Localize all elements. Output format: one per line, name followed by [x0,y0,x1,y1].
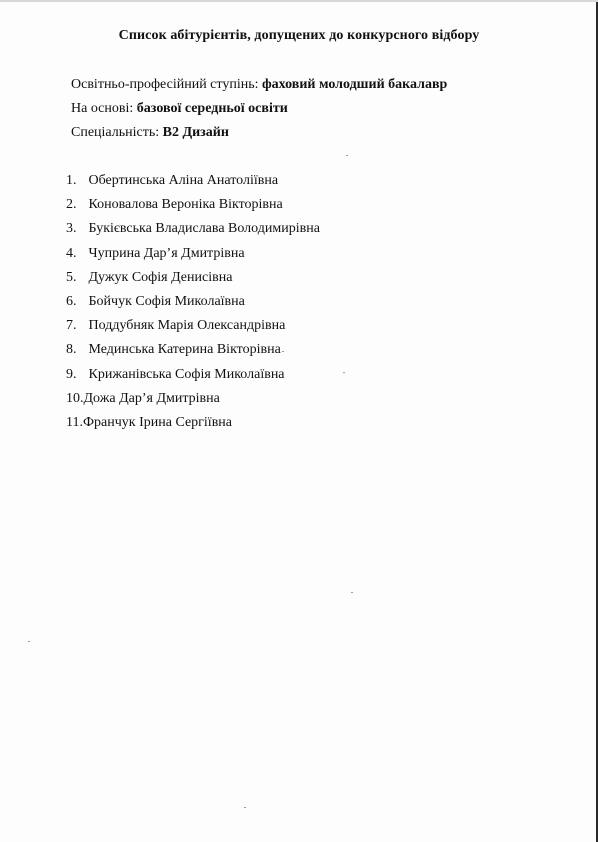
degree-line [71,77,447,93]
document-title: Список абітурієнтів, допущених до конкурсного відбору [118,28,480,43]
list-item-name: Бойчук Софія Миколаївна [88,293,245,309]
scan-speck [346,155,348,156]
list-item [66,197,320,221]
list-item-name: Обертинська Аліна Анатоліївна [88,173,279,188]
scan-speck [244,807,246,808]
scan-speck [351,592,353,593]
list-item-name: Дожа Дар’я Дмитрівна [83,390,220,406]
list-item-number: 1. [66,173,77,188]
degree-value: фаховий молодший бакалавр [261,77,448,92]
list-item-number: 4. [66,245,77,261]
scan-speck [28,641,30,642]
specialty-value: В2 Дизайн [162,125,229,140]
list-item-number: 3. [66,221,77,237]
list-item-name: Дужук Софія Денисівна [88,269,233,285]
list-item [66,415,320,439]
list-item-name: Коновалова Вероніка Вікторівна [88,197,283,213]
list-item [66,391,320,415]
basis-line [71,101,288,117]
list-item-name: Франчук Ірина Сергіївна [82,414,233,430]
basis-value: базової середньої освіти [136,101,288,116]
list-item [66,221,320,245]
scan-speck [343,372,345,373]
page-top-edge [0,0,598,2]
list-item [66,367,320,391]
list-item [66,270,320,294]
list-item-number: 10. [66,390,84,406]
list-item [66,318,320,342]
list-item-number: 9. [66,366,77,382]
degree-label: Освітньо-професійний ступінь: [71,77,259,92]
specialty-line [71,125,229,141]
list-item-number: 5. [66,269,77,285]
list-item-name: Крижанівська Софія Миколаївна [88,366,285,382]
list-item-number: 8. [66,342,77,358]
list-item-name: Мединська Катерина Вікторівна [88,342,281,358]
basis-label: На основі: [71,101,134,116]
list-item-name: Чуприна Дар’я Дмитрівна [88,245,245,261]
list-item-number: 11. [66,414,83,430]
list-item-number: 2. [66,197,77,213]
scan-speck [282,351,284,352]
specialty-label: Спеціальність: [71,125,160,140]
list-item [66,342,320,366]
list-item [66,294,320,318]
applicants-list [66,173,320,439]
list-item-name: Букієвська Владислава Володимирівна [88,221,320,237]
list-item-number: 6. [66,293,77,309]
list-item-number: 7. [66,318,77,334]
list-item [66,246,320,270]
list-item-name: Поддубняк Марія Олександрівна [88,318,286,334]
list-item [66,173,320,197]
